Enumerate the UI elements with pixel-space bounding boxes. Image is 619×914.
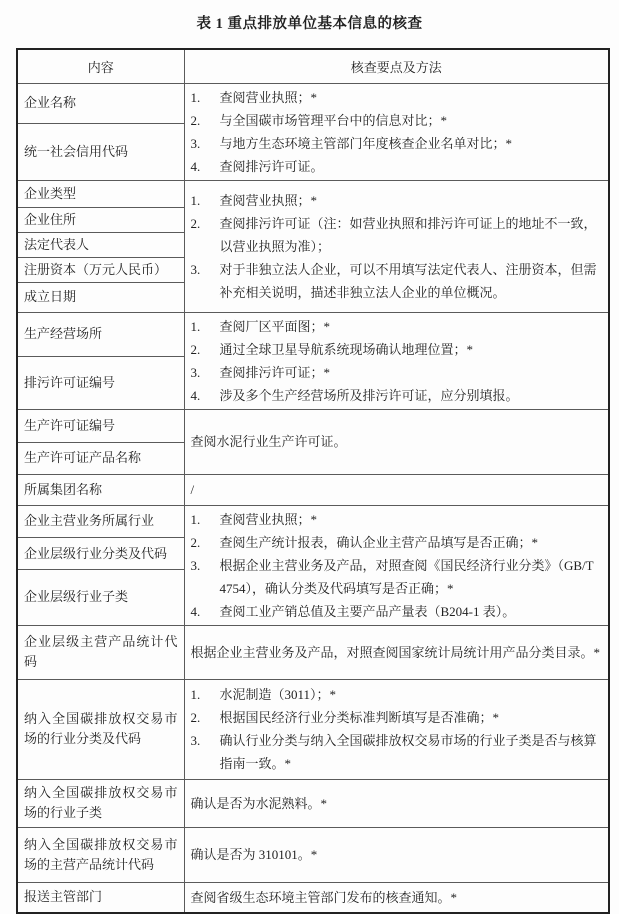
row-label-company-type: 企业类型 bbox=[17, 180, 184, 207]
method-cell-ets-classification bbox=[184, 679, 609, 779]
table-row bbox=[17, 827, 609, 882]
list-item: 4. 查阅工业产销总值及主要产品产量表（B204-1 表）。 bbox=[190, 603, 516, 619]
row-label-production-license-no: 生产许可证编号 bbox=[17, 409, 184, 442]
method-cell-production-license: 查阅水泥行业生产许可证。 bbox=[184, 409, 609, 474]
list-item: 1. 查阅营业执照；* bbox=[190, 511, 318, 527]
list-item: 1. 查阅营业执照；* bbox=[190, 192, 318, 208]
table-row bbox=[17, 679, 609, 779]
table-row bbox=[17, 474, 609, 505]
table-row bbox=[17, 505, 609, 537]
list-item: 4. 查阅排污许可证。 bbox=[190, 158, 324, 174]
list-item: 4. 涉及多个生产经营场所及排污许可证，应分别填报。 bbox=[190, 387, 519, 403]
row-label-pollutant-permit-no: 排污许可证编号 bbox=[17, 357, 184, 409]
table-row bbox=[17, 779, 609, 827]
row-label-company-address: 企业住所 bbox=[17, 207, 184, 232]
row-label-industry-subcategory: 企业层级行业子类 bbox=[17, 570, 184, 625]
method-cell-product-code-check: 确认是否为 310101。* bbox=[184, 827, 609, 882]
table-row bbox=[17, 83, 609, 124]
row-label-reporting-authority: 报送主管部门 bbox=[17, 882, 184, 913]
list-item: 2. 查阅生产统计报表，确认企业主营产品填写是否正确；* bbox=[190, 534, 539, 550]
list-item: 1. 查阅营业执照；* bbox=[190, 89, 318, 105]
table-title: 表 1 重点排放单位基本信息的核查 bbox=[196, 16, 423, 32]
method-cell-verification-notice: 查阅省级生态环境主管部门发布的核查通知。* bbox=[184, 882, 609, 913]
list-item: 1. 水泥制造（3011）；* bbox=[190, 687, 337, 702]
list-item: 2. 查阅排污许可证（注：如营业执照和排污许可证上的地址不一致，以营业执照为准）； bbox=[190, 215, 597, 254]
method-cell-clinker-check: 确认是否为水泥熟料。* bbox=[184, 779, 609, 827]
list-item: 2. 根据国民经济行业分类标准判断填写是否准确；* bbox=[190, 710, 500, 725]
list-item: 3. 根据企业主营业务及产品，对照查阅《国民经济行业分类》（GB/T 4754），确认分类及代码填写是否正确；* bbox=[190, 557, 594, 596]
list-item: 1. 查阅厂区平面图；* bbox=[190, 318, 331, 334]
method-cell-company-registration bbox=[184, 180, 609, 312]
row-label-industry-classification-code: 企业层级行业分类及代码 bbox=[17, 537, 184, 569]
header-method-column: 核查要点及方法 bbox=[184, 49, 609, 83]
row-label-main-business-industry: 企业主营业务所属行业 bbox=[17, 505, 184, 537]
method-cell-product-catalog: 根据企业主营业务及产品，对照查阅国家统计局统计用产品分类目录。* bbox=[184, 625, 609, 679]
method-cell-group-name: / bbox=[184, 474, 609, 505]
row-label-group-name: 所属集团名称 bbox=[17, 474, 184, 505]
row-label-main-product-statistical-code: 企业层级主营产品统计代码 bbox=[17, 625, 184, 679]
method-cell-premises-permit bbox=[184, 312, 609, 409]
row-label-ets-industry-classification: 纳入全国碳排放权交易市场的行业分类及代码 bbox=[17, 679, 184, 779]
row-label-ets-product-code: 纳入全国碳排放权交易市场的主营产品统计代码 bbox=[17, 827, 184, 882]
list-item: 3. 与地方生态环境主管部门年度核查企业名单对比；* bbox=[190, 135, 513, 151]
row-label-establishment-date: 成立日期 bbox=[17, 282, 184, 312]
verification-table bbox=[16, 48, 610, 914]
header-row bbox=[17, 49, 609, 83]
row-label-production-license-product: 生产许可证产品名称 bbox=[17, 442, 184, 474]
list-item: 2. 通过全球卫星导航系统现场确认地理位置；* bbox=[190, 341, 474, 357]
table-row bbox=[17, 180, 609, 207]
row-label-registered-capital: 注册资本（万元人民币） bbox=[17, 257, 184, 282]
list-item: 3. 查阅排污许可证；* bbox=[190, 364, 331, 380]
list-item: 2. 与全国碳市场管理平台中的信息对比；* bbox=[190, 112, 448, 128]
table-row bbox=[17, 409, 609, 442]
list-item: 3. 确认行业分类与纳入全国碳排放权交易市场的行业子类是否与核算指南一致。* bbox=[190, 733, 597, 771]
row-label-credit-code: 统一社会信用代码 bbox=[17, 124, 184, 180]
table-row bbox=[17, 882, 609, 913]
list-item: 3. 对于非独立法人企业，可以不用填写法定代表人、注册资本，但需补充相关说明，描述非独立法人企业的单位概况。 bbox=[190, 261, 597, 300]
method-cell-company-identity bbox=[184, 83, 609, 180]
row-label-business-premises: 生产经营场所 bbox=[17, 312, 184, 357]
row-label-ets-industry-subcategory: 纳入全国碳排放权交易市场的行业子类 bbox=[17, 779, 184, 827]
method-cell-industry-classification bbox=[184, 505, 609, 625]
row-label-legal-representative: 法定代表人 bbox=[17, 232, 184, 257]
table-row bbox=[17, 625, 609, 679]
table-row bbox=[17, 312, 609, 357]
row-label-company-name: 企业名称 bbox=[17, 83, 184, 124]
header-content-column: 内容 bbox=[17, 49, 184, 83]
